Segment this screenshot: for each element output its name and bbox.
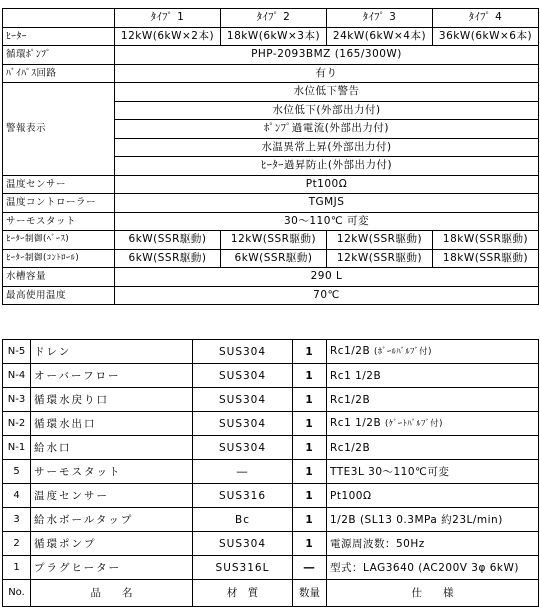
part-spec — [327, 364, 539, 388]
part-name: 給水口 — [31, 436, 193, 460]
part-name: ドレン — [31, 340, 193, 364]
header-spec: 仕 様 — [327, 580, 539, 607]
parts-body — [3, 340, 539, 580]
part-qty: 1 — [293, 508, 327, 532]
part-name: 温度センサー — [31, 484, 193, 508]
part-spec-note: (ｹﾞｰﾄﾊﾞﾙﾌﾞ付) — [385, 419, 443, 429]
part-no: 5 — [3, 460, 31, 484]
parts-table — [2, 339, 539, 607]
tank-label: 水槽容量 — [3, 268, 115, 287]
part-spec — [327, 556, 539, 580]
part-spec-note: (ﾎﾞｰﾙﾊﾞﾙﾌﾞ付) — [374, 347, 432, 357]
part-material: Bc — [193, 508, 293, 532]
part-material: SUS304 — [193, 436, 293, 460]
part-qty: 1 — [293, 364, 327, 388]
alarm-item: ﾋｰﾀｰ過昇防止(外部出力付) — [115, 157, 539, 176]
temp-sensor-label: 温度センサー — [3, 175, 115, 194]
heater-control-value: 6kW(SSR駆動) — [115, 249, 221, 268]
part-spec — [327, 388, 539, 412]
part-spec-text: Rc1 1/2B — [330, 369, 382, 382]
parts-row — [3, 556, 539, 580]
tank-row — [3, 268, 539, 287]
heater-control-value: 12kW(SSR駆動) — [327, 249, 433, 268]
heater-value: 24kW(6kW×4本) — [327, 27, 433, 46]
part-spec-text: TTE3L 30～110℃可変 — [330, 465, 450, 478]
part-qty: 1 — [293, 484, 327, 508]
type-header-row — [3, 9, 539, 28]
heater-label: ﾋｰﾀｰ — [3, 27, 115, 46]
part-no: N-4 — [3, 364, 31, 388]
parts-row — [3, 484, 539, 508]
max-temp-row — [3, 286, 539, 305]
alarm-item: 水位低下警告 — [115, 83, 539, 102]
max-temp-value: 70℃ — [115, 286, 539, 305]
part-material: SUS316 — [193, 484, 293, 508]
header-no: No. — [3, 580, 31, 607]
part-name: サーモスタット — [31, 460, 193, 484]
heater-value: 36kW(6kW×6本) — [433, 27, 539, 46]
part-qty: 1 — [293, 412, 327, 436]
part-spec-text: Rc1/2B — [330, 393, 371, 406]
parts-row — [3, 364, 539, 388]
heater-control-value: 6kW(SSR駆動) — [221, 249, 327, 268]
pump-value: PHP-2093BMZ (165/300W) — [115, 46, 539, 65]
heater-base-label: ﾋｰﾀｰ制御(ﾍﾞｰｽ) — [3, 231, 115, 250]
type-header: ﾀｲﾌﾟ 2 — [221, 9, 327, 28]
part-material: SUS304 — [193, 412, 293, 436]
alarm-item: ﾎﾟﾝﾌﾟ過電流(外部出力付) — [115, 120, 539, 139]
part-no: 2 — [3, 532, 31, 556]
part-spec-text: Rc1 1/2B — [330, 417, 382, 429]
part-no: 1 — [3, 556, 31, 580]
part-spec — [327, 508, 539, 532]
thermostat-label: サーモスタット — [3, 212, 115, 231]
header-material: 材 質 — [193, 580, 293, 607]
part-material: ― — [193, 460, 293, 484]
spec-corner-cell — [3, 9, 115, 28]
temp-controller-label: 温度コントローラー — [3, 194, 115, 213]
heater-base-value: 12kW(SSR駆動) — [221, 231, 327, 250]
part-spec-text: Rc1/2B — [330, 441, 371, 454]
heater-control-label: ﾋｰﾀｰ制御(ｺﾝﾄﾛｰﾙ) — [3, 249, 115, 268]
tank-value: 290 L — [115, 268, 539, 287]
thermostat-row — [3, 212, 539, 231]
type-header: ﾀｲﾌﾟ 4 — [433, 9, 539, 28]
heater-row — [3, 27, 539, 46]
heater-value: 18kW(6kW×3本) — [221, 27, 327, 46]
heater-base-value: 6kW(SSR駆動) — [115, 231, 221, 250]
parts-row — [3, 508, 539, 532]
part-spec-text: 1/2B (SL13 0.3MPa 約23L/min) — [330, 513, 503, 526]
parts-row — [3, 412, 539, 436]
parts-row — [3, 532, 539, 556]
part-no: 3 — [3, 508, 31, 532]
part-name: 循環水出口 — [31, 412, 193, 436]
part-spec — [327, 436, 539, 460]
part-qty: 1 — [293, 340, 327, 364]
part-name: 循環水戻り口 — [31, 388, 193, 412]
part-qty: 1 — [293, 436, 327, 460]
alarm-item: 水温異常上昇(外部出力付) — [115, 138, 539, 157]
heater-value: 12kW(6kW×2本) — [115, 27, 221, 46]
bypass-label: ﾊﾞｲﾊﾟｽ回路 — [3, 64, 115, 83]
part-spec — [327, 460, 539, 484]
part-qty: ― — [293, 556, 327, 580]
temp-sensor-value: Pt100Ω — [115, 175, 539, 194]
part-qty: 1 — [293, 532, 327, 556]
part-material: SUS304 — [193, 388, 293, 412]
heater-control-value: 18kW(SSR駆動) — [433, 249, 539, 268]
part-no: 4 — [3, 484, 31, 508]
part-spec-text: Rc1/2B — [330, 345, 371, 357]
parts-row — [3, 388, 539, 412]
part-no: N-5 — [3, 340, 31, 364]
parts-row — [3, 340, 539, 364]
heater-base-row — [3, 231, 539, 250]
spec-table — [2, 8, 539, 305]
part-spec-text: 型式：LAG3640 (AC200V 3φ 6kW) — [330, 561, 519, 574]
part-material: SUS304 — [193, 364, 293, 388]
header-name: 品 名 — [31, 580, 193, 607]
pump-row — [3, 46, 539, 65]
part-spec-text: 電源周波数：50Hz — [330, 537, 425, 550]
part-material: SUS304 — [193, 340, 293, 364]
parts-row — [3, 460, 539, 484]
part-name: 循環ポンプ — [31, 532, 193, 556]
parts-header-row — [3, 580, 539, 607]
part-spec — [327, 532, 539, 556]
heater-base-value: 12kW(SSR駆動) — [327, 231, 433, 250]
part-material: SUS316L — [193, 556, 293, 580]
part-name: オーバーフロー — [31, 364, 193, 388]
part-no: N-2 — [3, 412, 31, 436]
part-no: N-1 — [3, 436, 31, 460]
part-name: 給水ボールタップ — [31, 508, 193, 532]
temp-controller-value: TGMJS — [115, 194, 539, 213]
header-qty: 数量 — [293, 580, 327, 607]
thermostat-value: 30～110℃ 可変 — [115, 212, 539, 231]
max-temp-label: 最高使用温度 — [3, 286, 115, 305]
heater-control-row — [3, 249, 539, 268]
part-material: SUS304 — [193, 532, 293, 556]
bypass-row — [3, 64, 539, 83]
type-header: ﾀｲﾌﾟ 3 — [327, 9, 433, 28]
part-spec — [327, 412, 539, 436]
part-spec-text: Pt100Ω — [330, 489, 372, 502]
parts-row — [3, 436, 539, 460]
part-name: プラグヒーター — [31, 556, 193, 580]
part-qty: 1 — [293, 460, 327, 484]
alarm-item: 水位低下(外部出力付) — [115, 101, 539, 120]
heater-base-value: 18kW(SSR駆動) — [433, 231, 539, 250]
part-qty: 1 — [293, 388, 327, 412]
pump-label: 循環ﾎﾟﾝﾌﾟ — [3, 46, 115, 65]
temp-sensor-row — [3, 175, 539, 194]
part-spec — [327, 340, 539, 364]
alarm-row — [3, 83, 539, 102]
bypass-value: 有り — [115, 64, 539, 83]
alarm-label: 警報表示 — [3, 83, 115, 176]
part-spec — [327, 484, 539, 508]
type-header: ﾀｲﾌﾟ 1 — [115, 9, 221, 28]
temp-controller-row — [3, 194, 539, 213]
part-no: N-3 — [3, 388, 31, 412]
